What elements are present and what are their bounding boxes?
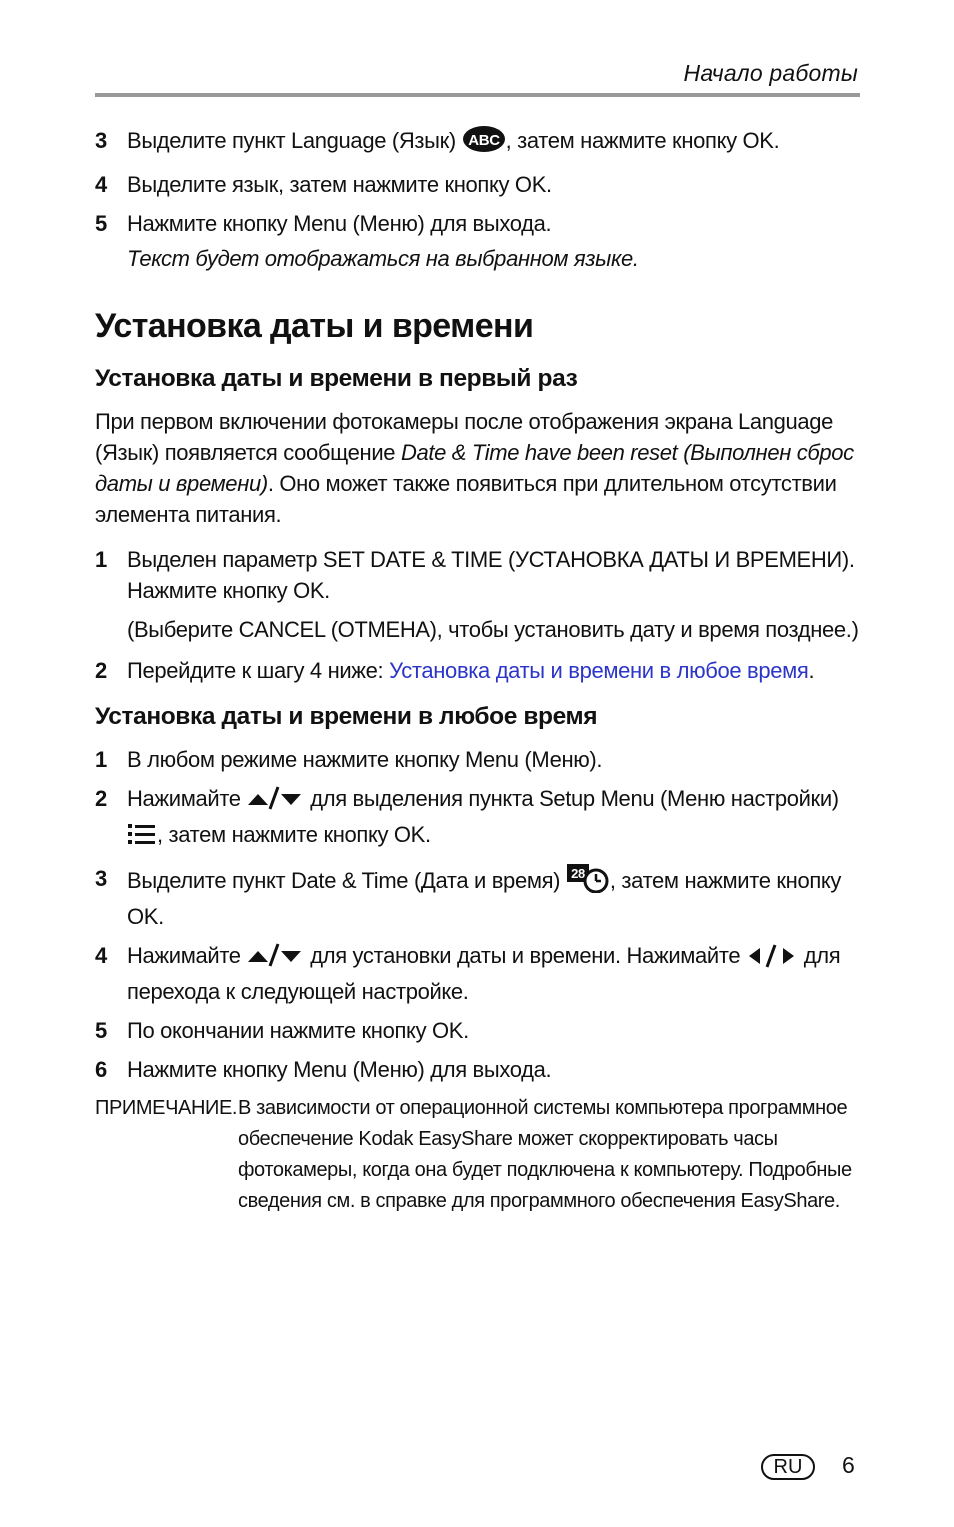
step-number: 1 — [95, 547, 107, 572]
note-block — [95, 1093, 865, 1217]
step-number: 6 — [95, 1057, 107, 1082]
subsection-first-time-title: Установка даты и времени в первый раз — [95, 365, 578, 392]
first-time-step-1-sub: (Выберите CANCEL (ОТМЕНА), чтобы установить дату и время позднее.) — [127, 617, 859, 642]
step-number: 4 — [95, 172, 107, 197]
anytime-step-3: 3 Выделите пункт Date & Time (Дата и время) 28 , затем нажмите кнопку OK. — [95, 863, 865, 932]
first-time-step-2: 2 Перейдите к шагу 4 ниже: Установка даты и времени в любое время. — [95, 655, 865, 686]
subsection-anytime-title: Установка даты и времени в любое время — [95, 703, 598, 730]
step-3-language: 3 Выделите пункт Language (Язык) ABC , затем нажмите кнопку OK. — [95, 125, 865, 161]
page-content — [95, 125, 865, 1217]
step-number: 3 — [95, 866, 107, 891]
anytime-step-4: 4 Нажимайте для установки даты и времени. Нажимайте для перехода к следующей настройке. — [95, 940, 865, 1007]
step-number: 2 — [95, 658, 107, 683]
step-5-language: 5 Нажмите кнопку Menu (Меню) для выхода. — [95, 208, 865, 239]
language-badge: RU — [761, 1454, 815, 1480]
step-number: 1 — [95, 747, 107, 772]
first-time-paragraph: При первом включении фотокамеры после отображения экрана Language (Язык) появляется сообщение Date & Time have been reset (Выполнен сброс даты и времени). Оно может также появиться при длительном отсутствии элемента питания. — [95, 409, 854, 527]
date-time-icon — [566, 863, 610, 901]
running-header: Начало работы — [683, 60, 858, 86]
note-text: В зависимости от операционной системы компьютера программное обеспечение Kodak EasyShare может скорректировать часы фотокамеры, когда она будет подключена к компьютеру. Подробные сведения см. в справке для программного обеспечения EasyShare. — [238, 1097, 852, 1212]
step-number: 5 — [95, 211, 107, 236]
anytime-step-2: 2 Нажимайте для выделения пункта Setup Menu (Меню настройки) , затем нажмите кнопку OK. — [95, 783, 865, 855]
step-number: 2 — [95, 786, 107, 811]
left-right-arrows-icon — [746, 942, 798, 976]
up-down-arrows-icon — [246, 942, 304, 976]
setup-menu-list-icon — [127, 821, 157, 855]
header-rule — [95, 93, 860, 97]
section-title: Установка даты и времени — [95, 307, 534, 345]
result-text: Текст будет отображаться на выбранном языке. — [127, 246, 639, 271]
step-number: 3 — [95, 128, 107, 153]
svg-text:28: 28 — [571, 866, 585, 881]
page-number: 6 — [842, 1452, 855, 1478]
link-anytime-section[interactable]: Установка даты и времени в любое время — [389, 658, 809, 683]
step-4-language: 4 Выделите язык, затем нажмите кнопку OK. — [95, 169, 865, 200]
up-down-arrows-icon — [246, 785, 304, 819]
anytime-step-5: 5 По окончании нажмите кнопку OK. — [95, 1015, 865, 1046]
first-time-step-1: 1 Выделен параметр SET DATE & TIME (УСТАНОВКА ДАТЫ И ВРЕМЕНИ). Нажмите кнопку OK. — [95, 544, 865, 606]
note-label: ПРИМЕЧАНИЕ. — [95, 1097, 238, 1119]
language-abc-icon — [462, 125, 506, 161]
anytime-step-6: 6 Нажмите кнопку Menu (Меню) для выхода. — [95, 1054, 865, 1085]
anytime-step-1: 1 В любом режиме нажмите кнопку Menu (Меню). — [95, 744, 865, 775]
svg-text:ABC: ABC — [467, 132, 500, 149]
step-number: 5 — [95, 1018, 107, 1043]
step-number: 4 — [95, 943, 107, 968]
